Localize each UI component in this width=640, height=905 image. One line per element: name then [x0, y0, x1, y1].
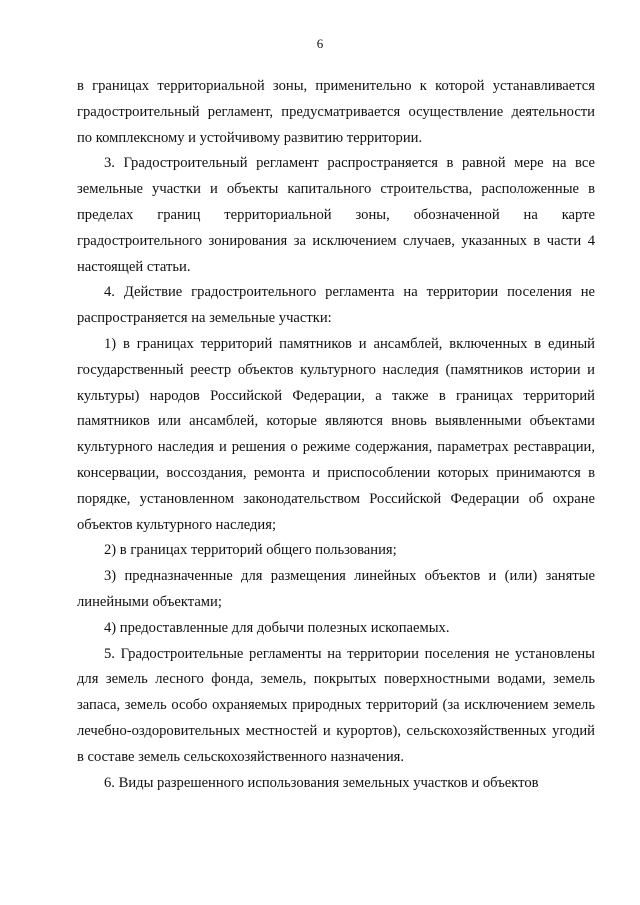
- subparagraph-3: 3) предназначенные для размещения линейных объектов и (или) занятые линейными объектами;: [77, 568, 595, 610]
- subparagraph-4: 4) предоставленные для добычи полезных ископаемых.: [104, 619, 450, 636]
- paragraph-item-5: 5. Градостроительные регламенты на территории поселения не установлены для земель лесного фонда, земель, покрытых поверхностными водами, земель запаса, земель особо охраняемых природных территорий (за исключением земель лечебно-оздоровительных местностей и курортов), сельскохозяйственных угодий в составе земель сельскохозяйственного назначения.: [77, 645, 595, 765]
- document-body: [77, 74, 595, 796]
- subparagraph-1: 1) в границах территорий памятников и ансамблей, включенных в единый государственный реестр объектов культурного наследия (памятников истории и культуры) народов Российской Федерации, а также в границах территорий памятников или ансамблей, которые являются вновь выявленными объектами культурного наследия и решения о режиме содержания, параметрах реставрации, консервации, воссоздания, ремонта и приспособлении которых принимаются в порядке, установленном законодательством Российской Федерации об охране объектов культурного наследия;: [77, 335, 595, 533]
- paragraph-item-3: 3. Градостроительный регламент распространяется в равной мере на все земельные участки и объекты капитального строительства, расположенные в пределах границ территориальной зоны, обозначенной на карте градостроительного зонирования за исключением случаев, указанных в части 4 настоящей статьи.: [77, 155, 595, 275]
- subparagraph-2: 2) в границах территорий общего пользования;: [104, 542, 397, 559]
- page-number: 6: [316, 36, 324, 51]
- paragraph-continuation: в границах территориальной зоны, применительно к которой устанавливается градостроительный регламент, предусматривается осуществление деятельности по комплексному и устойчивому развитию территории.: [77, 78, 595, 146]
- paragraph-item-4: 4. Действие градостроительного регламента на территории поселения не распространяется на земельные участки:: [77, 284, 595, 327]
- paragraph-item-6: 6. Виды разрешенного использования земельных участков и объектов: [104, 774, 539, 791]
